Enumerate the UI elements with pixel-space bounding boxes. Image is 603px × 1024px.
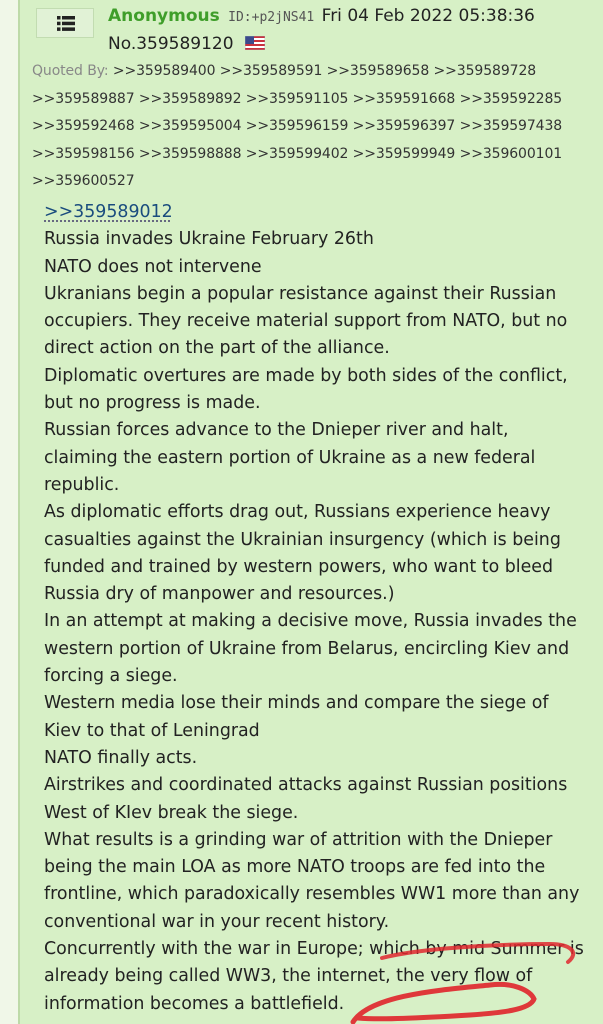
post-number[interactable]: No.359589120	[108, 34, 234, 54]
message-line: NATO does not intervene	[44, 256, 262, 277]
poster-id[interactable]: ID:+p2jNS41	[228, 10, 315, 25]
poster-name: Anonymous	[108, 6, 220, 26]
quote-backlink[interactable]: >>359595004	[138, 118, 242, 135]
quote-backlink[interactable]: >>359599402	[245, 145, 349, 162]
message-line: frontline, which paradoxically resembles WW1 more than any	[44, 884, 580, 905]
message-line: claiming the eastern portion of Ukraine as a new federal	[44, 447, 536, 468]
message-line: Diplomatic overtures are made by both sides of the conflict,	[44, 365, 568, 386]
message-line: Russia dry of manpower and resources.)	[44, 584, 395, 605]
message-line: occupiers. They receive material support from NATO, but no	[44, 311, 568, 332]
message-line: western portion of Ukraine from Belarus, encircling Kiev and	[44, 638, 570, 659]
message-line: Airstrikes and coordinated attacks against Russian positions	[44, 775, 568, 796]
message-line: direct action on the part of the alliance.	[44, 338, 390, 359]
quote-backlink[interactable]: >>359589728	[433, 63, 537, 79]
reply-link[interactable]: >>359589012	[44, 202, 173, 222]
quote-backlink[interactable]: >>359598156	[32, 145, 135, 162]
message-line: Concurrently with the war in Europe; which by mid Summer is	[44, 939, 584, 960]
post-menu-button[interactable]	[36, 8, 94, 38]
message-line: information becomes a battlefield.	[44, 993, 345, 1014]
message-line: West of KIev break the siege.	[44, 802, 299, 823]
quote-backlink[interactable]: >>359596159	[245, 118, 349, 135]
quote-backlink[interactable]: >>359591668	[352, 90, 456, 107]
message-line: funded and trained by western powers, who want to bleed	[44, 556, 554, 577]
message-line: Western media lose their minds and compare the siege of	[44, 693, 549, 714]
message-line: As diplomatic efforts drag out, Russians experience heavy	[44, 502, 551, 523]
quote-backlink[interactable]: >>359589892	[138, 90, 242, 107]
quote-backlink[interactable]: >>359589400	[112, 63, 216, 79]
quote-backlink[interactable]: >>359596397	[352, 118, 456, 135]
quote-backlink[interactable]: >>359589887	[32, 90, 135, 107]
message-line: already being called WW3, the internet, the very flow of	[44, 966, 533, 987]
message-line: What results is a grinding war of attrition with the Dnieper	[44, 829, 553, 850]
message-line: Russia invades Ukraine February 26th	[44, 229, 374, 250]
quote-backlink[interactable]: >>359597438	[459, 118, 563, 135]
quote-backlink[interactable]: >>359592285	[459, 90, 563, 107]
post-message	[44, 199, 589, 1018]
quote-backlink[interactable]: >>359589591	[219, 63, 323, 79]
message-line: republic.	[44, 474, 120, 495]
message-line: conventional war in your recent history.	[44, 911, 390, 932]
post-container	[18, 0, 603, 1024]
post-datetime: Fri 04 Feb 2022 05:38:36	[321, 6, 535, 26]
us-flag-icon	[245, 36, 265, 50]
quote-backlink[interactable]: >>359589658	[326, 63, 430, 79]
message-line: casualties against the Ukrainian insurgency (which is being	[44, 529, 561, 550]
message-line: Ukranians begin a popular resistance against their Russian	[44, 283, 557, 304]
quote-backlink[interactable]: >>359599949	[352, 145, 456, 162]
quote-backlink[interactable]: >>359598888	[138, 145, 242, 162]
post-header	[108, 3, 599, 57]
message-line: Russian forces advance to the Dnieper river and halt,	[44, 420, 509, 441]
message-line: In an attempt at making a decisive move, Russia invades the	[44, 611, 577, 632]
message-line: forcing a siege.	[44, 666, 178, 687]
message-line: but no progress is made.	[44, 393, 261, 414]
quote-backlink[interactable]: >>359591105	[245, 90, 349, 107]
message-line: NATO finally acts.	[44, 747, 198, 768]
quoted-by-label: Quoted By:	[32, 63, 109, 79]
quote-backlink[interactable]: >>359600101	[459, 145, 563, 162]
message-line: being the main LOA as more NATO troops are fed into the	[44, 857, 546, 878]
message-line: Kiev to that of Leningrad	[44, 720, 260, 741]
quoted-by-section	[32, 58, 595, 196]
quote-backlink[interactable]: >>359592468	[32, 118, 135, 135]
quote-backlink[interactable]: >>359600527	[32, 173, 135, 190]
menu-icon	[57, 16, 75, 31]
